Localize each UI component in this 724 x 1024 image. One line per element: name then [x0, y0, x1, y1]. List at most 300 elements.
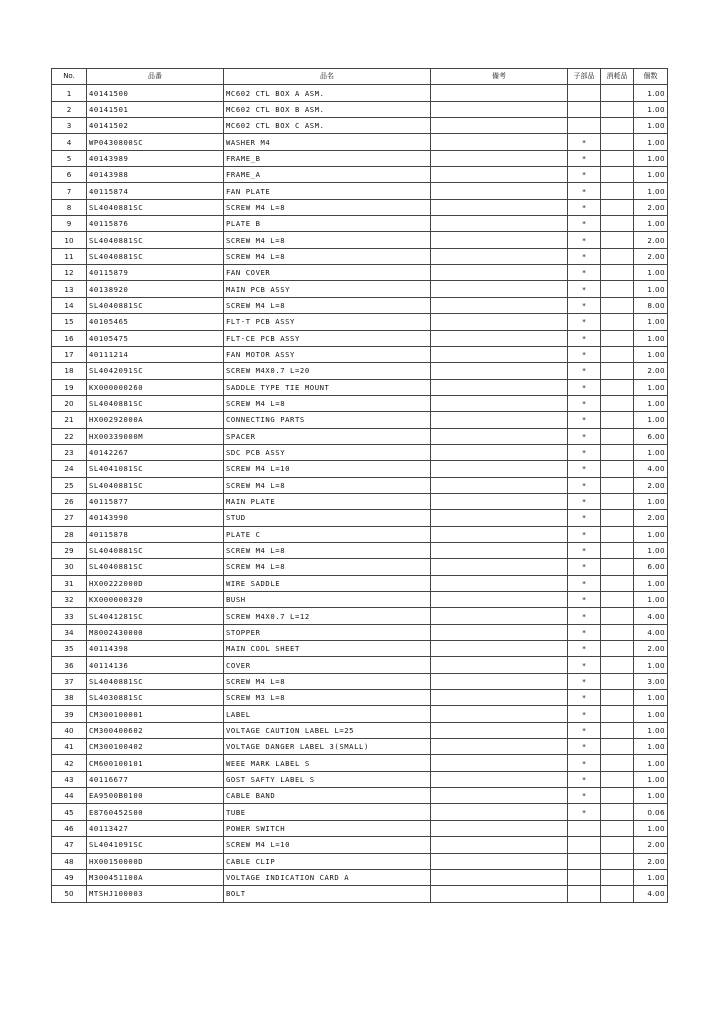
cell-sub-part: *: [568, 559, 601, 575]
cell-part-number: 40114136: [87, 657, 224, 673]
cell-quantity: 1.00: [634, 820, 668, 836]
cell-consumable: [601, 608, 634, 624]
cell-no: 12: [52, 265, 87, 281]
cell-no: 21: [52, 412, 87, 428]
cell-sub-part: *: [568, 428, 601, 444]
cell-sub-part: [568, 886, 601, 902]
cell-remarks: [431, 771, 568, 787]
cell-no: 43: [52, 771, 87, 787]
cell-no: 35: [52, 641, 87, 657]
cell-quantity: 8.00: [634, 297, 668, 313]
cell-sub-part: *: [568, 134, 601, 150]
cell-part-number: 40141501: [87, 101, 224, 117]
cell-no: 11: [52, 248, 87, 264]
cell-quantity: 1.00: [634, 395, 668, 411]
cell-remarks: [431, 199, 568, 215]
cell-no: 15: [52, 314, 87, 330]
cell-part-number: CM300100402: [87, 739, 224, 755]
cell-sub-part: *: [568, 265, 601, 281]
cell-part-name: MC602 CTL BOX A ASM.: [224, 85, 431, 101]
cell-sub-part: *: [568, 690, 601, 706]
cell-quantity: 4.00: [634, 624, 668, 640]
cell-no: 26: [52, 493, 87, 509]
cell-part-number: 40113427: [87, 820, 224, 836]
cell-no: 50: [52, 886, 87, 902]
cell-quantity: 1.00: [634, 134, 668, 150]
table-header-row: [52, 69, 668, 85]
cell-remarks: [431, 216, 568, 232]
cell-remarks: [431, 804, 568, 820]
cell-quantity: 4.00: [634, 608, 668, 624]
table-row: [52, 199, 668, 215]
cell-part-name: VOLTAGE DANGER LABEL 3(SMALL): [224, 739, 431, 755]
cell-consumable: [601, 101, 634, 117]
table-row: [52, 167, 668, 183]
table-row: [52, 265, 668, 281]
cell-part-number: HX00292000A: [87, 412, 224, 428]
cell-quantity: 1.00: [634, 101, 668, 117]
cell-remarks: [431, 837, 568, 853]
cell-remarks: [431, 118, 568, 134]
parts-list-table: [51, 68, 668, 903]
table-row: [52, 510, 668, 526]
table-row: [52, 624, 668, 640]
cell-quantity: 1.00: [634, 444, 668, 460]
cell-sub-part: *: [568, 150, 601, 166]
cell-sub-part: *: [568, 641, 601, 657]
cell-no: 20: [52, 395, 87, 411]
cell-no: 34: [52, 624, 87, 640]
table-row: [52, 477, 668, 493]
cell-sub-part: *: [568, 346, 601, 362]
cell-part-number: 40114398: [87, 641, 224, 657]
table-row: [52, 330, 668, 346]
cell-quantity: 6.00: [634, 559, 668, 575]
cell-remarks: [431, 232, 568, 248]
cell-remarks: [431, 624, 568, 640]
cell-sub-part: *: [568, 706, 601, 722]
cell-no: 18: [52, 363, 87, 379]
cell-no: 25: [52, 477, 87, 493]
cell-quantity: 4.00: [634, 886, 668, 902]
cell-no: 39: [52, 706, 87, 722]
cell-no: 7: [52, 183, 87, 199]
cell-part-name: LABEL: [224, 706, 431, 722]
cell-part-number: SL4030881SC: [87, 690, 224, 706]
cell-part-name: SCREW M4 L=8: [224, 297, 431, 313]
cell-no: 37: [52, 673, 87, 689]
cell-sub-part: *: [568, 444, 601, 460]
cell-part-name: FRAME_A: [224, 167, 431, 183]
cell-part-number: SL4040881SC: [87, 673, 224, 689]
table-row: [52, 657, 668, 673]
cell-part-name: PLATE B: [224, 216, 431, 232]
cell-part-name: FAN PLATE: [224, 183, 431, 199]
cell-part-name: FAN MOTOR ASSY: [224, 346, 431, 362]
cell-quantity: 2.00: [634, 837, 668, 853]
table-row: [52, 232, 668, 248]
cell-part-number: 40143990: [87, 510, 224, 526]
cell-no: 42: [52, 755, 87, 771]
cell-part-number: SL4040881SC: [87, 477, 224, 493]
cell-remarks: [431, 477, 568, 493]
cell-consumable: [601, 739, 634, 755]
table-row: [52, 526, 668, 542]
cell-no: 41: [52, 739, 87, 755]
cell-consumable: [601, 477, 634, 493]
cell-remarks: [431, 412, 568, 428]
cell-part-name: WIRE SADDLE: [224, 575, 431, 591]
table-row: [52, 706, 668, 722]
cell-consumable: [601, 526, 634, 542]
cell-consumable: [601, 216, 634, 232]
cell-consumable: [601, 837, 634, 853]
table-row: [52, 559, 668, 575]
cell-part-name: SCREW M4 L=8: [224, 542, 431, 558]
cell-remarks: [431, 542, 568, 558]
cell-part-name: WASHER M4: [224, 134, 431, 150]
table-row: [52, 444, 668, 460]
cell-consumable: [601, 134, 634, 150]
table-row: [52, 297, 668, 313]
table-row: [52, 592, 668, 608]
cell-part-name: SCREW M4 L=10: [224, 461, 431, 477]
cell-no: 16: [52, 330, 87, 346]
table-row: [52, 820, 668, 836]
cell-sub-part: [568, 853, 601, 869]
cell-part-name: SCREW M4 L=8: [224, 199, 431, 215]
cell-part-name: FLT-T PCB ASSY: [224, 314, 431, 330]
cell-quantity: 1.00: [634, 183, 668, 199]
cell-consumable: [601, 281, 634, 297]
cell-part-name: SCREW M4 L=8: [224, 477, 431, 493]
table-row: [52, 395, 668, 411]
cell-quantity: 1.00: [634, 592, 668, 608]
cell-part-number: SL4041081SC: [87, 461, 224, 477]
cell-part-name: SCREW M4X0.7 L=20: [224, 363, 431, 379]
cell-part-name: VOLTAGE INDICATION CARD A: [224, 869, 431, 885]
cell-part-number: 40141502: [87, 118, 224, 134]
table-row: [52, 869, 668, 885]
cell-sub-part: *: [568, 183, 601, 199]
cell-part-number: SL4042091SC: [87, 363, 224, 379]
cell-consumable: [601, 248, 634, 264]
cell-remarks: [431, 346, 568, 362]
cell-remarks: [431, 673, 568, 689]
cell-quantity: 1.00: [634, 739, 668, 755]
cell-part-name: VOLTAGE CAUTION LABEL L=25: [224, 722, 431, 738]
cell-consumable: [601, 788, 634, 804]
cell-consumable: [601, 118, 634, 134]
cell-no: 33: [52, 608, 87, 624]
table-row: [52, 886, 668, 902]
cell-sub-part: [568, 118, 601, 134]
cell-part-number: 40115877: [87, 493, 224, 509]
cell-quantity: 1.00: [634, 314, 668, 330]
table-row: [52, 608, 668, 624]
cell-consumable: [601, 641, 634, 657]
cell-part-name: BUSH: [224, 592, 431, 608]
cell-part-name: MAIN PLATE: [224, 493, 431, 509]
cell-quantity: 1.00: [634, 330, 668, 346]
table-row: [52, 461, 668, 477]
cell-no: 22: [52, 428, 87, 444]
cell-no: 13: [52, 281, 87, 297]
cell-quantity: 0.06: [634, 804, 668, 820]
cell-quantity: 1.00: [634, 690, 668, 706]
table-row: [52, 216, 668, 232]
cell-quantity: 1.00: [634, 281, 668, 297]
cell-no: 10: [52, 232, 87, 248]
cell-quantity: 1.00: [634, 265, 668, 281]
cell-sub-part: *: [568, 477, 601, 493]
header-sub-part: 子部品: [568, 69, 601, 85]
cell-no: 23: [52, 444, 87, 460]
table-row: [52, 722, 668, 738]
cell-sub-part: [568, 820, 601, 836]
cell-remarks: [431, 101, 568, 117]
cell-part-name: MC602 CTL BOX B ASM.: [224, 101, 431, 117]
cell-part-number: HX00339000M: [87, 428, 224, 444]
cell-consumable: [601, 297, 634, 313]
cell-remarks: [431, 281, 568, 297]
cell-consumable: [601, 853, 634, 869]
cell-consumable: [601, 657, 634, 673]
cell-quantity: 1.00: [634, 493, 668, 509]
cell-quantity: 1.00: [634, 771, 668, 787]
header-part-name: 品名: [224, 69, 431, 85]
cell-no: 49: [52, 869, 87, 885]
cell-remarks: [431, 134, 568, 150]
cell-sub-part: *: [568, 510, 601, 526]
cell-part-number: EA9500B0100: [87, 788, 224, 804]
cell-part-number: 40111214: [87, 346, 224, 362]
cell-no: 29: [52, 542, 87, 558]
cell-remarks: [431, 395, 568, 411]
cell-part-number: E8760452S00: [87, 804, 224, 820]
cell-consumable: [601, 755, 634, 771]
cell-quantity: 1.00: [634, 379, 668, 395]
cell-consumable: [601, 412, 634, 428]
cell-sub-part: *: [568, 542, 601, 558]
cell-quantity: 2.00: [634, 641, 668, 657]
cell-part-name: SADDLE TYPE TIE MOUNT: [224, 379, 431, 395]
cell-part-number: SL4040881SC: [87, 395, 224, 411]
cell-sub-part: *: [568, 673, 601, 689]
table-row: [52, 118, 668, 134]
cell-quantity: 1.00: [634, 346, 668, 362]
cell-quantity: 3.00: [634, 673, 668, 689]
cell-remarks: [431, 379, 568, 395]
cell-sub-part: *: [568, 526, 601, 542]
cell-part-number: SL4040881SC: [87, 297, 224, 313]
cell-consumable: [601, 820, 634, 836]
cell-part-name: SCREW M4 L=8: [224, 248, 431, 264]
cell-part-name: CABLE BAND: [224, 788, 431, 804]
cell-part-name: SCREW M4 L=8: [224, 232, 431, 248]
cell-no: 8: [52, 199, 87, 215]
cell-quantity: 1.00: [634, 150, 668, 166]
cell-part-name: PLATE C: [224, 526, 431, 542]
table-row: [52, 314, 668, 330]
table-row: [52, 412, 668, 428]
cell-part-number: SL4040881SC: [87, 232, 224, 248]
cell-remarks: [431, 608, 568, 624]
cell-no: 5: [52, 150, 87, 166]
cell-remarks: [431, 886, 568, 902]
cell-consumable: [601, 624, 634, 640]
header-consumable: 消耗品: [601, 69, 634, 85]
cell-part-number: KX000000260: [87, 379, 224, 395]
cell-no: 46: [52, 820, 87, 836]
cell-quantity: 2.00: [634, 363, 668, 379]
cell-consumable: [601, 167, 634, 183]
cell-part-number: CM300100001: [87, 706, 224, 722]
cell-quantity: 1.00: [634, 657, 668, 673]
cell-remarks: [431, 444, 568, 460]
table-row: [52, 379, 668, 395]
table-row: [52, 788, 668, 804]
table-row: [52, 739, 668, 755]
table-row: [52, 853, 668, 869]
cell-part-name: FRAME_B: [224, 150, 431, 166]
cell-part-number: 40141500: [87, 85, 224, 101]
cell-no: 28: [52, 526, 87, 542]
cell-consumable: [601, 493, 634, 509]
cell-quantity: 1.00: [634, 118, 668, 134]
cell-sub-part: *: [568, 167, 601, 183]
cell-consumable: [601, 314, 634, 330]
table-row: [52, 346, 668, 362]
cell-consumable: [601, 461, 634, 477]
cell-part-number: SL4041281SC: [87, 608, 224, 624]
cell-sub-part: [568, 869, 601, 885]
table-row: [52, 542, 668, 558]
cell-quantity: 1.00: [634, 722, 668, 738]
cell-consumable: [601, 183, 634, 199]
cell-sub-part: *: [568, 592, 601, 608]
cell-consumable: [601, 150, 634, 166]
cell-consumable: [601, 444, 634, 460]
cell-no: 4: [52, 134, 87, 150]
cell-part-name: SCREW M3 L=8: [224, 690, 431, 706]
header-part-number: 品番: [87, 69, 224, 85]
cell-remarks: [431, 510, 568, 526]
cell-no: 2: [52, 101, 87, 117]
cell-part-name: MAIN PCB ASSY: [224, 281, 431, 297]
cell-sub-part: *: [568, 493, 601, 509]
cell-remarks: [431, 869, 568, 885]
cell-no: 9: [52, 216, 87, 232]
header-no: No.: [52, 69, 87, 85]
cell-part-name: TUBE: [224, 804, 431, 820]
cell-remarks: [431, 657, 568, 673]
cell-quantity: 2.00: [634, 853, 668, 869]
cell-consumable: [601, 771, 634, 787]
cell-part-name: COVER: [224, 657, 431, 673]
table-row: [52, 804, 668, 820]
cell-remarks: [431, 559, 568, 575]
cell-part-number: 40143989: [87, 150, 224, 166]
cell-consumable: [601, 592, 634, 608]
cell-sub-part: [568, 85, 601, 101]
cell-quantity: 1.00: [634, 412, 668, 428]
cell-sub-part: *: [568, 608, 601, 624]
cell-quantity: 6.00: [634, 428, 668, 444]
cell-sub-part: *: [568, 314, 601, 330]
cell-consumable: [601, 363, 634, 379]
table-row: [52, 673, 668, 689]
table-body: [52, 85, 668, 902]
cell-remarks: [431, 167, 568, 183]
cell-quantity: 1.00: [634, 526, 668, 542]
cell-quantity: 1.00: [634, 85, 668, 101]
table-row: [52, 690, 668, 706]
cell-quantity: 2.00: [634, 232, 668, 248]
cell-no: 32: [52, 592, 87, 608]
cell-sub-part: *: [568, 199, 601, 215]
cell-remarks: [431, 461, 568, 477]
cell-part-name: FLT-CE PCB ASSY: [224, 330, 431, 346]
cell-consumable: [601, 199, 634, 215]
cell-part-number: SL4040881SC: [87, 248, 224, 264]
cell-part-number: 40115879: [87, 265, 224, 281]
header-quantity: 個数: [634, 69, 668, 85]
cell-part-number: HX00150000D: [87, 853, 224, 869]
cell-sub-part: [568, 101, 601, 117]
table-row: [52, 85, 668, 101]
cell-quantity: 1.00: [634, 755, 668, 771]
cell-remarks: [431, 330, 568, 346]
cell-part-number: 40116677: [87, 771, 224, 787]
cell-no: 40: [52, 722, 87, 738]
cell-sub-part: *: [568, 281, 601, 297]
cell-remarks: [431, 265, 568, 281]
table-row: [52, 837, 668, 853]
cell-no: 38: [52, 690, 87, 706]
cell-consumable: [601, 232, 634, 248]
cell-part-number: SL4040881SC: [87, 199, 224, 215]
cell-no: 19: [52, 379, 87, 395]
header-remarks: 備考: [431, 69, 568, 85]
cell-part-name: GOST SAFTY LABEL S: [224, 771, 431, 787]
cell-part-number: M300451100A: [87, 869, 224, 885]
cell-quantity: 1.00: [634, 869, 668, 885]
table-row: [52, 150, 668, 166]
cell-quantity: 1.00: [634, 542, 668, 558]
cell-part-number: 40143988: [87, 167, 224, 183]
cell-consumable: [601, 428, 634, 444]
cell-part-number: 40115878: [87, 526, 224, 542]
cell-no: 1: [52, 85, 87, 101]
cell-part-name: SCREW M4X0.7 L=12: [224, 608, 431, 624]
cell-sub-part: *: [568, 804, 601, 820]
table-row: [52, 101, 668, 117]
cell-part-number: 40142267: [87, 444, 224, 460]
cell-remarks: [431, 85, 568, 101]
cell-part-name: SDC PCB ASSY: [224, 444, 431, 460]
cell-no: 47: [52, 837, 87, 853]
cell-quantity: 2.00: [634, 248, 668, 264]
cell-sub-part: *: [568, 379, 601, 395]
cell-consumable: [601, 706, 634, 722]
cell-part-number: M8002430000: [87, 624, 224, 640]
table-row: [52, 771, 668, 787]
cell-no: 6: [52, 167, 87, 183]
cell-no: 48: [52, 853, 87, 869]
cell-remarks: [431, 363, 568, 379]
cell-quantity: 1.00: [634, 216, 668, 232]
